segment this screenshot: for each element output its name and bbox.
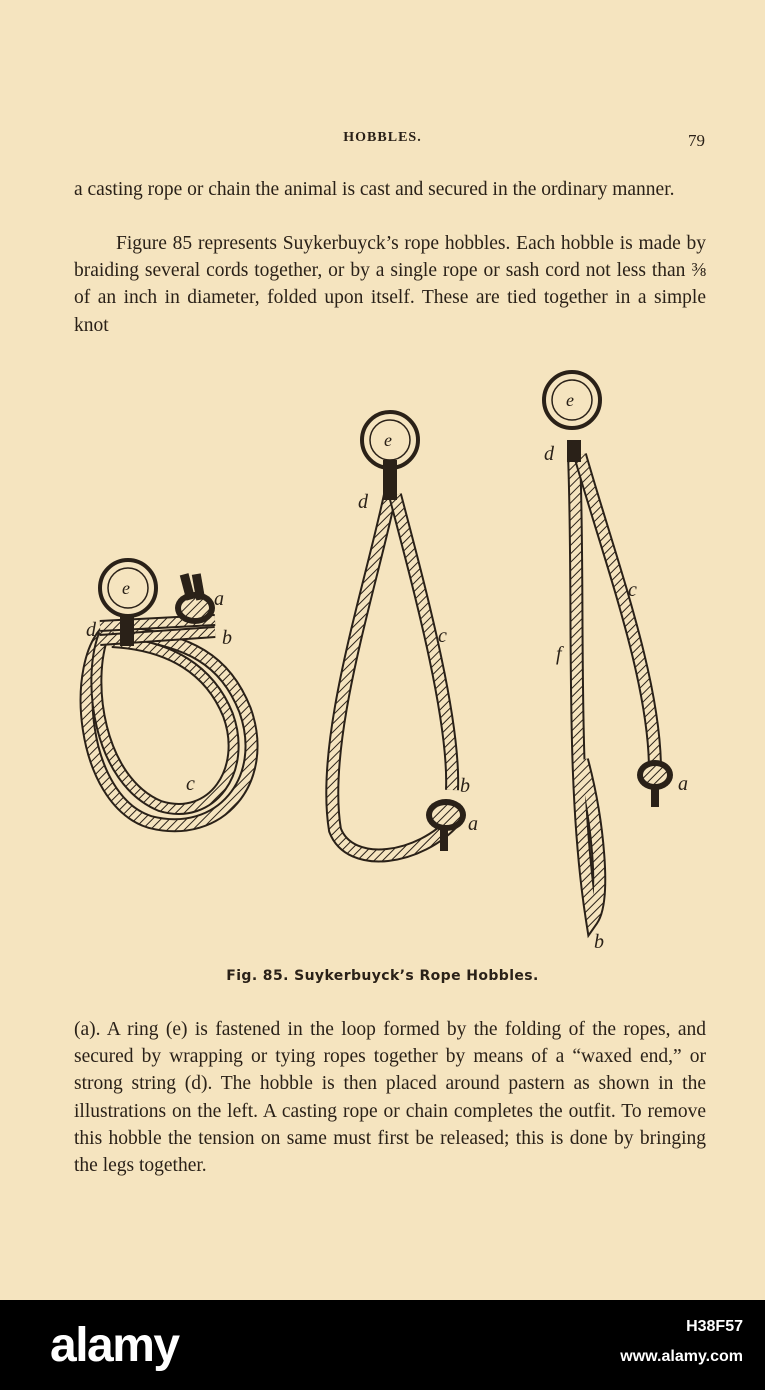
left-label-d: d bbox=[86, 619, 96, 641]
left-label-a: a bbox=[214, 588, 224, 610]
stock-url: www.alamy.com bbox=[620, 1348, 743, 1365]
right-label-b: b bbox=[594, 931, 604, 953]
middle-label-d: d bbox=[358, 491, 368, 513]
left-hobble bbox=[86, 560, 252, 825]
paragraph-1: a casting rope or chain the animal is cast and secured in the ordinary manner. bbox=[74, 179, 675, 200]
left-label-e: e bbox=[122, 578, 130, 598]
middle-hobble bbox=[332, 412, 478, 855]
hobble-illustration bbox=[0, 360, 765, 960]
figure-85 bbox=[0, 360, 765, 960]
right-label-c: c bbox=[628, 579, 637, 601]
paragraph-3: (a). A ring (e) is fastened in the loop formed by the folding of the ropes, and secured by wrapping or tying ropes together by means of a “waxed end,” or strong string (d). The hobble is then placed around pastern as shown in the illustrations on the left. A casting rope or chain completes the outfit. To remove this hobble the tension on same must first be released; this is done by bringing the legs together. bbox=[74, 1019, 706, 1177]
right-label-f: f bbox=[556, 643, 562, 665]
left-label-b: b bbox=[222, 627, 232, 649]
paragraph-2: Figure 85 represents Suykerbuyck’s rope hobbles. Each hobble is made by braiding several cords together, or by a single rope or sash cord not less than ⅜ of an inch in diameter, folded upon itself. These are tied together in a simple knot bbox=[74, 233, 706, 336]
right-hobble bbox=[544, 372, 688, 953]
middle-label-c: c bbox=[438, 625, 447, 647]
stock-image-id: H38F57 bbox=[686, 1318, 743, 1335]
middle-label-b: b bbox=[460, 775, 470, 797]
page-number: 79 bbox=[688, 131, 705, 150]
middle-label-a: a bbox=[468, 813, 478, 835]
figure-caption: Fig. 85. Suykerbuyck’s Rope Hobbles. bbox=[226, 968, 539, 984]
right-label-d: d bbox=[544, 443, 554, 465]
right-label-a: a bbox=[678, 773, 688, 795]
stock-footer bbox=[0, 1300, 765, 1390]
right-label-e: e bbox=[566, 390, 574, 410]
left-label-c: c bbox=[186, 773, 195, 795]
middle-label-e: e bbox=[384, 430, 392, 450]
running-head: HOBBLES. bbox=[343, 130, 422, 145]
stock-logo: alamy bbox=[50, 1319, 179, 1372]
